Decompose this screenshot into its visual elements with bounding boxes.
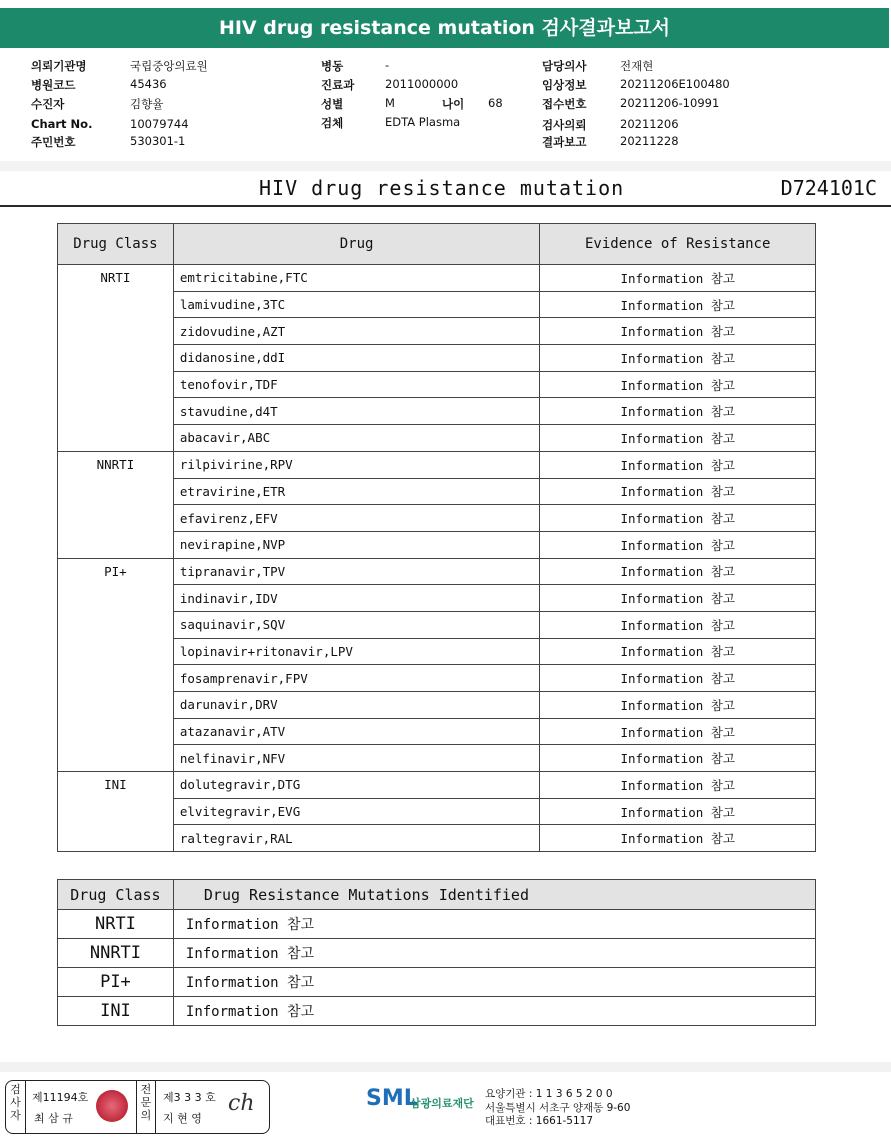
info-value: EDTA Plasma <box>385 115 461 129</box>
info-label: Chart No. <box>31 117 93 131</box>
info-label: 진료과 <box>321 78 355 92</box>
drug-cell: etravirine,ETR <box>173 478 540 505</box>
drug-cell: emtricitabine,FTC <box>173 265 540 292</box>
section-band <box>0 161 891 171</box>
info-label: 병동 <box>321 59 344 73</box>
drug-class-cell: INI <box>58 772 174 852</box>
examiner-number: 제11194호 <box>32 1091 89 1104</box>
table-row <box>58 910 816 939</box>
table-row <box>58 997 816 1026</box>
report-id: D724101C <box>780 176 877 200</box>
evidence-cell: Information 참고 <box>540 398 816 425</box>
drug-cell: efavirenz,EFV <box>173 505 540 532</box>
info-value: 10079744 <box>130 117 189 131</box>
org-address <box>485 1088 630 1129</box>
info-label: 의뢰기관명 <box>31 59 87 73</box>
table-row <box>58 558 816 585</box>
mutation-cell: Information 참고 <box>173 997 815 1026</box>
evidence-cell: Information 참고 <box>540 558 816 585</box>
drug-class-cell: INI <box>58 997 174 1026</box>
drug-cell: elvitegravir,EVG <box>173 798 540 825</box>
info-value: M <box>385 96 395 110</box>
report-title: HIV drug resistance mutation <box>259 176 625 200</box>
evidence-cell: Information 참고 <box>540 451 816 478</box>
evidence-cell: Information 참고 <box>540 585 816 612</box>
examiner-name: 최 삼 규 <box>34 1112 73 1125</box>
drug-cell: dolutegravir,DTG <box>173 772 540 799</box>
org-name: 삼광의료재단 <box>410 1097 474 1110</box>
drug-cell: raltegravir,RAL <box>173 825 540 852</box>
evidence-cell: Information 참고 <box>540 745 816 772</box>
info-label: 검사의뢰 <box>542 118 587 132</box>
evidence-cell: Information 참고 <box>540 345 816 372</box>
report-header-title: HIV drug resistance mutation 검사결과보고서 <box>218 17 671 39</box>
specialist-name: 지 현 영 <box>163 1112 202 1125</box>
org-address-line: 대표번호 : 1661-5117 <box>485 1115 594 1127</box>
info-value: 20211206 <box>620 117 679 131</box>
info-label: 주민번호 <box>31 135 76 149</box>
drug-cell: abacavir,ABC <box>173 425 540 452</box>
info-value: - <box>385 58 390 72</box>
evidence-cell: Information 참고 <box>540 425 816 452</box>
specialist-number: 제3 3 3 호 <box>163 1091 216 1104</box>
mutation-table <box>57 879 816 1026</box>
drug-class-cell: PI+ <box>58 968 174 997</box>
info-value: 전재현 <box>620 59 654 73</box>
col-header-drug: Drug <box>173 224 540 265</box>
mutation-table-header <box>58 880 816 910</box>
drug-cell: nelfinavir,NFV <box>173 745 540 772</box>
report-header-bar <box>0 8 889 48</box>
examiner-label: 검사자 <box>6 1081 26 1133</box>
info-value: 530301-1 <box>130 134 186 148</box>
drug-class-cell: PI+ <box>58 558 174 772</box>
drug-cell: atazanavir,ATV <box>173 718 540 745</box>
signature-box <box>5 1080 270 1134</box>
drug-cell: tenofovir,TDF <box>173 371 540 398</box>
specialist-label: 전문의 <box>136 1081 156 1133</box>
table-row <box>58 451 816 478</box>
official-seal-icon <box>96 1090 128 1122</box>
evidence-cell: Information 참고 <box>540 505 816 532</box>
drug-class-cell: NNRTI <box>58 939 174 968</box>
drug-class-cell: NRTI <box>58 910 174 939</box>
drug-cell: indinavir,IDV <box>173 585 540 612</box>
info-label: 검체 <box>321 116 344 130</box>
title-divider <box>0 205 891 207</box>
info-value: 20211228 <box>620 134 679 148</box>
table-row <box>58 939 816 968</box>
drug-cell: saquinavir,SQV <box>173 611 540 638</box>
evidence-cell: Information 참고 <box>540 798 816 825</box>
drug-cell: stavudine,d4T <box>173 398 540 425</box>
resistance-table <box>57 223 816 852</box>
table-row <box>58 265 816 292</box>
info-label: 병원코드 <box>31 78 76 92</box>
info-label: 담당의사 <box>542 59 587 73</box>
info-label: 결과보고 <box>542 135 587 149</box>
drug-cell: fosamprenavir,FPV <box>173 665 540 692</box>
evidence-cell: Information 참고 <box>540 825 816 852</box>
evidence-cell: Information 참고 <box>540 611 816 638</box>
col-header-drug-class: Drug Class <box>58 224 174 265</box>
info-label: 성별 <box>321 97 344 111</box>
col-header-evidence: Evidence of Resistance <box>540 224 816 265</box>
evidence-cell: Information 참고 <box>540 692 816 719</box>
drug-cell: nevirapine,NVP <box>173 531 540 558</box>
info-value: 68 <box>488 96 503 110</box>
drug-cell: darunavir,DRV <box>173 692 540 719</box>
evidence-cell: Information 참고 <box>540 718 816 745</box>
info-value: 국립중앙의료원 <box>130 59 208 73</box>
info-value: 김향율 <box>130 97 164 111</box>
drug-cell: rilpivirine,RPV <box>173 451 540 478</box>
evidence-cell: Information 참고 <box>540 531 816 558</box>
org-logo <box>366 1086 474 1111</box>
org-address-line: 서울특별시 서초구 양재동 9-60 <box>485 1101 631 1114</box>
drug-cell: tipranavir,TPV <box>173 558 540 585</box>
info-label: 임상정보 <box>542 78 587 92</box>
table-row <box>58 968 816 997</box>
info-label: 나이 <box>442 97 465 111</box>
drug-cell: lopinavir+ritonavir,LPV <box>173 638 540 665</box>
info-value: 45436 <box>130 77 167 91</box>
info-value: 20211206-10991 <box>620 96 720 110</box>
signature-icon: ch <box>228 1091 255 1116</box>
drug-cell: zidovudine,AZT <box>173 318 540 345</box>
evidence-cell: Information 참고 <box>540 371 816 398</box>
info-label: 접수번호 <box>542 97 587 111</box>
mutation-cell: Information 참고 <box>173 968 815 997</box>
drug-cell: didanosine,ddI <box>173 345 540 372</box>
evidence-cell: Information 참고 <box>540 291 816 318</box>
info-value: 2011000000 <box>385 77 459 91</box>
org-address-line: 요양기관 : 1 1 3 6 5 2 0 0 <box>485 1088 613 1100</box>
info-value: 20211206E100480 <box>620 77 730 91</box>
info-label: 수진자 <box>31 97 65 111</box>
col-header-drug-class: Drug Class <box>58 880 174 910</box>
table-row <box>58 772 816 799</box>
evidence-cell: Information 참고 <box>540 638 816 665</box>
mutation-cell: Information 참고 <box>173 939 815 968</box>
evidence-cell: Information 참고 <box>540 665 816 692</box>
evidence-cell: Information 참고 <box>540 478 816 505</box>
drug-cell: lamivudine,3TC <box>173 291 540 318</box>
evidence-cell: Information 참고 <box>540 318 816 345</box>
resistance-table-header <box>58 224 816 265</box>
col-header-mutations: Drug Resistance Mutations Identified <box>173 880 815 910</box>
evidence-cell: Information 참고 <box>540 772 816 799</box>
drug-class-cell: NRTI <box>58 265 174 452</box>
org-logo-mark: SML <box>366 1086 418 1111</box>
evidence-cell: Information 참고 <box>540 265 816 292</box>
mutation-cell: Information 참고 <box>173 910 815 939</box>
footer-band <box>0 1062 891 1072</box>
drug-class-cell: NNRTI <box>58 451 174 558</box>
